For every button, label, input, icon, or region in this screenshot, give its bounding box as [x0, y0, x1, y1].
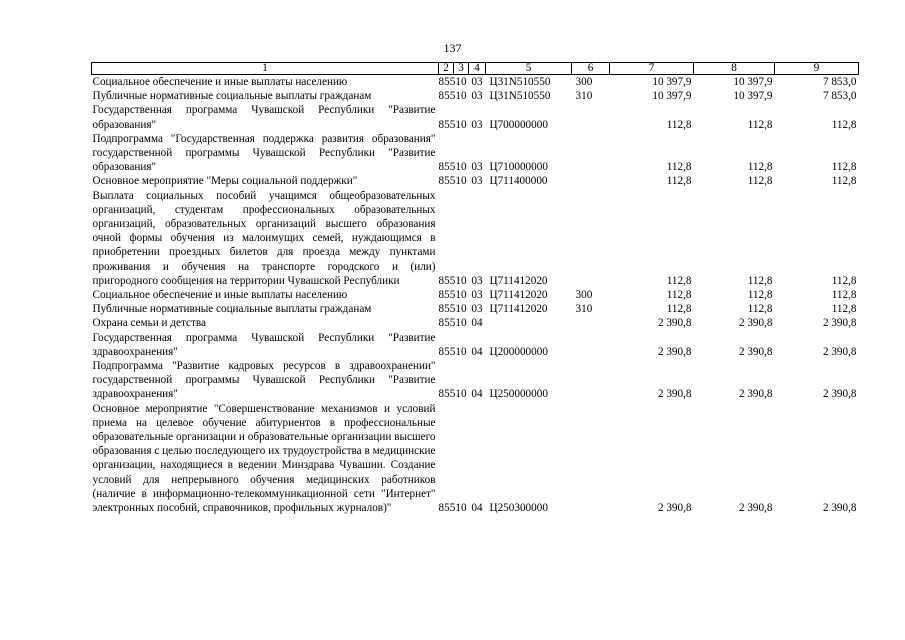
header-cell: 1 — [92, 63, 439, 75]
table-row — [92, 331, 859, 359]
row-target-article: Ц200000000 — [489, 345, 548, 358]
row-amount-col9: 112,8 — [831, 175, 857, 188]
row-name: Подпрограмма "Развитие кадровых ресурсов в здравоохранении" государственной программы Чувашской Республики "Развитие здравоохранения" — [92, 360, 436, 401]
row-section: 10 — [455, 161, 467, 174]
row-admin-code: 855 — [438, 161, 456, 174]
header-cell: 4 — [469, 63, 486, 75]
row-expense-type: 310 — [575, 90, 593, 103]
row-target-article — [486, 316, 572, 330]
row-target-article: Ц250300000 — [489, 502, 548, 515]
row-amount-col9: 2 390,8 — [822, 388, 857, 401]
header-cell: 6 — [572, 63, 610, 75]
row-name: Охрана семьи и детства — [92, 317, 206, 330]
row-target-article: Ц711412020 — [489, 303, 548, 316]
row-expense-type: 300 — [575, 289, 593, 302]
table-row — [92, 75, 859, 90]
page-number: 137 — [443, 41, 462, 55]
header-cell: 7 — [610, 63, 694, 75]
row-amount-col7: 112,8 — [666, 118, 692, 131]
row-amount-col9: 112,8 — [831, 274, 857, 287]
row-amount-col7: 10 397,9 — [652, 76, 692, 88]
row-amount-col9: 2 390,8 — [822, 502, 857, 515]
row-subsection: 04 — [471, 502, 483, 515]
row-target-article: Ц250000000 — [489, 388, 548, 401]
row-admin-code: 855 — [438, 274, 456, 287]
row-subsection: 03 — [471, 303, 483, 316]
row-subsection: 03 — [471, 161, 483, 174]
row-amount-col9: 2 390,8 — [822, 345, 857, 358]
table-row — [92, 174, 859, 188]
row-admin-code: 855 — [438, 289, 456, 302]
row-name: Публичные нормативные социальные выплаты гражданам — [92, 90, 372, 103]
table-row — [92, 132, 859, 175]
row-expense-type — [572, 316, 610, 330]
row-section: 10 — [455, 76, 467, 88]
row-target-article: Ц31N510550 — [489, 76, 551, 88]
row-name: Социальное обеспечение и иные выплаты населению — [92, 289, 348, 302]
row-subsection: 03 — [471, 175, 483, 188]
row-amount-col8: 112,8 — [747, 274, 773, 287]
row-expense-type: 300 — [575, 76, 593, 88]
row-section: 10 — [455, 388, 467, 401]
row-expense-type — [572, 359, 610, 402]
row-amount-col7: 10 397,9 — [652, 90, 692, 103]
row-amount-col9: 2 390,8 — [822, 317, 857, 330]
row-name: Социальное обеспечение и иные выплаты населению — [92, 76, 348, 88]
row-section: 10 — [455, 345, 467, 358]
row-admin-code: 855 — [438, 303, 456, 316]
row-amount-col8: 10 397,9 — [733, 90, 773, 103]
row-section: 10 — [455, 274, 467, 287]
row-amount-col8: 112,8 — [747, 118, 773, 131]
table-row — [92, 302, 859, 316]
row-amount-col8: 112,8 — [747, 175, 773, 188]
row-target-article: Ц710000000 — [489, 161, 548, 174]
row-amount-col7: 2 390,8 — [657, 345, 692, 358]
table-row — [92, 103, 859, 131]
row-amount-col9: 112,8 — [831, 289, 857, 302]
row-amount-col7: 112,8 — [666, 161, 692, 174]
row-amount-col7: 112,8 — [666, 289, 692, 302]
row-section: 10 — [455, 175, 467, 188]
row-target-article: Ц700000000 — [489, 118, 548, 131]
row-subsection: 03 — [471, 118, 483, 131]
row-name: Государственная программа Чувашской Республики "Развитие здравоохранения" — [92, 331, 436, 358]
row-amount-col9: 7 853,0 — [822, 76, 857, 88]
row-section: 10 — [455, 118, 467, 131]
row-subsection: 03 — [471, 90, 483, 103]
row-section: 10 — [455, 289, 467, 302]
row-amount-col9: 112,8 — [831, 303, 857, 316]
row-name: Государственная программа Чувашской Республики "Развитие образования" — [92, 104, 436, 131]
row-amount-col7: 2 390,8 — [657, 502, 692, 515]
row-expense-type — [572, 189, 610, 288]
budget-table — [91, 62, 859, 515]
table-row — [92, 359, 859, 402]
row-section: 10 — [455, 317, 467, 330]
row-expense-type — [572, 103, 610, 131]
header-cell: 8 — [694, 63, 775, 75]
header-cell: 5 — [486, 63, 572, 75]
table-row — [92, 189, 859, 288]
row-admin-code: 855 — [438, 345, 456, 358]
row-admin-code: 855 — [438, 76, 456, 88]
row-section: 10 — [455, 90, 467, 103]
row-expense-type — [572, 174, 610, 188]
header-cell: 2 — [439, 63, 454, 75]
row-subsection: 04 — [471, 345, 483, 358]
header-cell: 9 — [775, 63, 859, 75]
row-amount-col8: 2 390,8 — [738, 388, 773, 401]
row-target-article: Ц711412020 — [489, 289, 548, 302]
row-target-article: Ц711400000 — [489, 175, 548, 188]
row-amount-col7: 112,8 — [666, 303, 692, 316]
row-name: Основное мероприятие "Меры социальной поддержки" — [92, 175, 358, 188]
row-amount-col8: 2 390,8 — [738, 317, 773, 330]
row-admin-code: 855 — [438, 317, 456, 330]
row-admin-code: 855 — [438, 388, 456, 401]
row-admin-code: 855 — [438, 502, 456, 515]
table-header-row — [92, 63, 859, 75]
row-target-article: Ц31N510550 — [489, 90, 551, 103]
row-expense-type — [572, 132, 610, 175]
row-amount-col7: 2 390,8 — [657, 317, 692, 330]
row-amount-col8: 2 390,8 — [738, 345, 773, 358]
row-amount-col8: 112,8 — [747, 289, 773, 302]
row-amount-col8: 2 390,8 — [738, 502, 773, 515]
row-amount-col8: 112,8 — [747, 303, 773, 316]
row-amount-col7: 2 390,8 — [657, 388, 692, 401]
row-amount-col9: 112,8 — [831, 161, 857, 174]
row-subsection: 03 — [471, 76, 483, 88]
row-amount-col8: 10 397,9 — [733, 76, 773, 88]
row-expense-type — [572, 402, 610, 516]
row-amount-col8: 112,8 — [747, 161, 773, 174]
row-admin-code: 855 — [438, 90, 456, 103]
row-section: 10 — [455, 303, 467, 316]
table-row — [92, 316, 859, 330]
row-section: 10 — [455, 502, 467, 515]
row-subsection: 04 — [471, 388, 483, 401]
row-name: Подпрограмма "Государственная поддержка развития образования" государственной программы Чувашской Республики "Развитие образования" — [92, 132, 436, 174]
row-name: Выплата социальных пособий учащимся общеобразовательных организаций, студентам профессиональных образовательных организаций, образовательных организаций высшего образования очной формы обучения из малоимущих семей, нуждающимся в приобретении проездных билетов для проезда между пунктами проживания и обучения на транспорте городского и (или) пригородного сообщения на территории Чувашской Республики — [92, 189, 436, 287]
table-row — [92, 89, 859, 103]
row-subsection: 04 — [471, 317, 483, 330]
row-subsection: 03 — [471, 289, 483, 302]
row-admin-code: 855 — [438, 118, 456, 131]
header-cell: 3 — [454, 63, 469, 75]
table-row — [92, 402, 859, 516]
row-name: Публичные нормативные социальные выплаты гражданам — [92, 303, 372, 316]
row-subsection: 03 — [471, 274, 483, 287]
row-expense-type — [572, 331, 610, 359]
row-name: Основное мероприятие "Совершенствование механизмов и условий приема на целевое обучение абитуриентов в профессиональные образовательные организации и образовательные организации высшего образования с целью последующего их трудоустройства в медицинские организации, находящиеся в ведении Минздрава Чувашии. Создание условий для непрерывного обучения медицинских работников (наличие в информационно-телекоммуникационной сети "Интернет" электронных пособий, справочников, профильных журналов)" — [92, 402, 436, 515]
row-target-article: Ц711412020 — [489, 274, 548, 287]
table-row — [92, 288, 859, 302]
row-amount-col7: 112,8 — [666, 274, 692, 287]
row-expense-type: 310 — [575, 303, 593, 316]
row-amount-col9: 112,8 — [831, 118, 857, 131]
row-amount-col7: 112,8 — [666, 175, 692, 188]
row-admin-code: 855 — [438, 175, 456, 188]
row-amount-col9: 7 853,0 — [822, 90, 857, 103]
